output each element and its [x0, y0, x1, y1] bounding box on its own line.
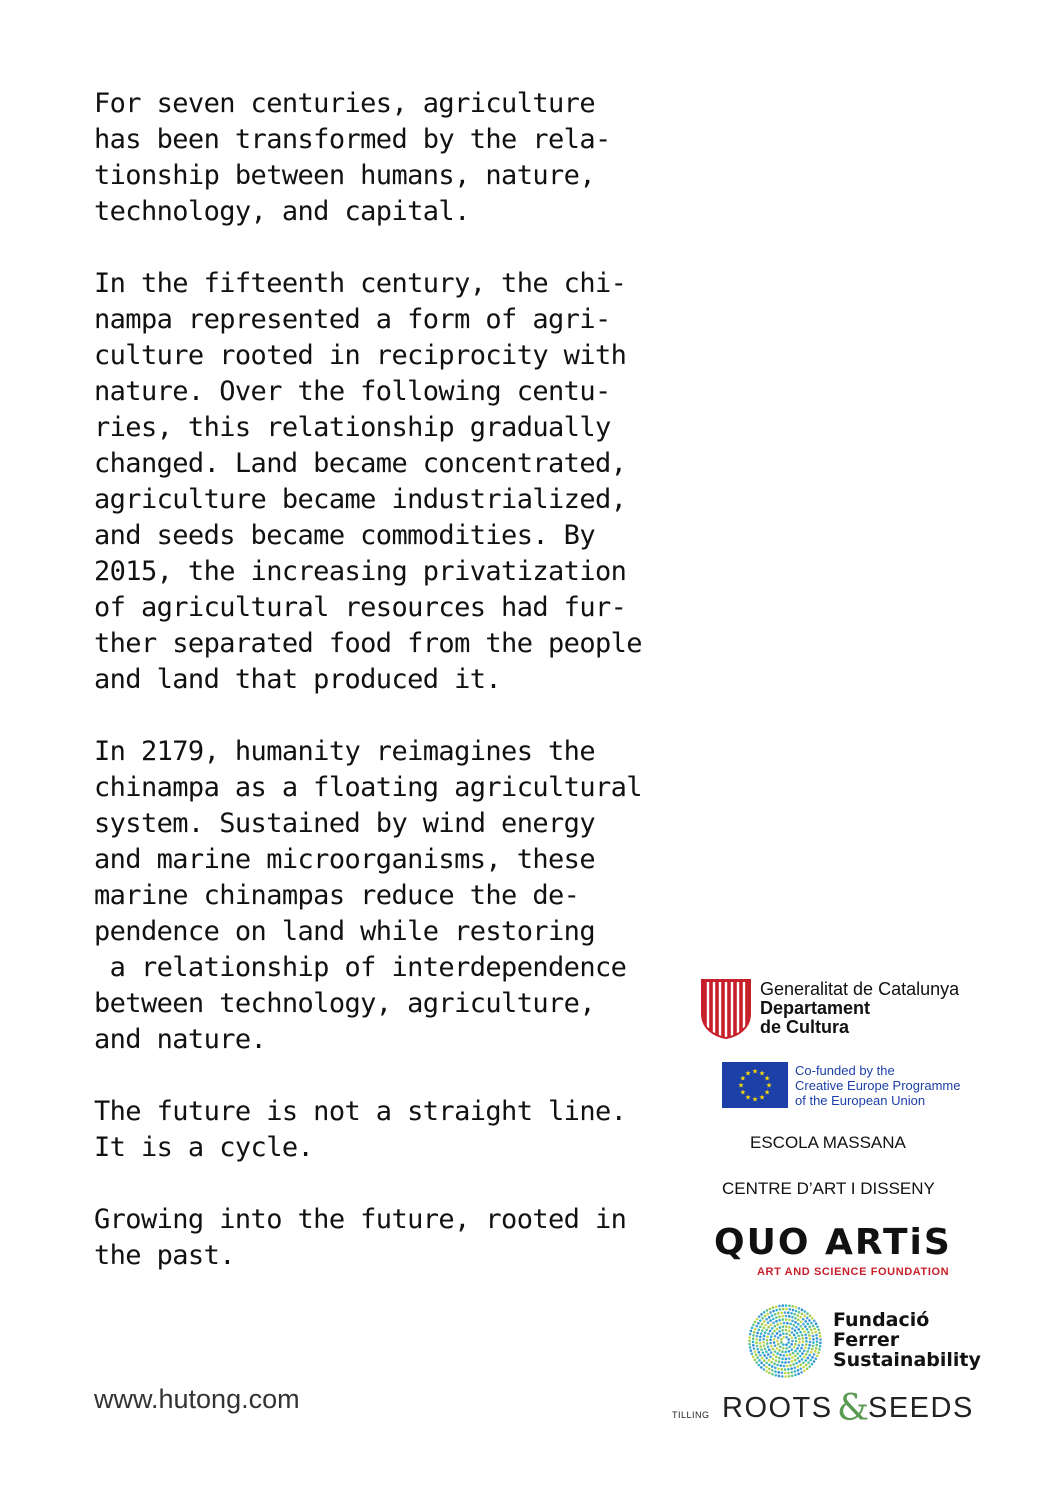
eu-line1: Co-funded by the — [795, 1063, 895, 1078]
text-line: and nature. — [94, 1024, 267, 1055]
tilling-roots-seeds-logo — [672, 1390, 972, 1430]
text-line: technology, and capital. — [94, 196, 470, 227]
paragraph — [94, 266, 654, 698]
text-line: It is a cycle. — [94, 1132, 314, 1163]
ferrer-line1: Fundació — [833, 1309, 930, 1331]
text-line: of agricultural resources had fur- — [94, 592, 627, 623]
text-line: Growing into the future, rooted in — [94, 1204, 627, 1235]
generalitat-text — [760, 980, 959, 1037]
paragraph — [94, 734, 654, 1058]
text-line: agriculture became industrialized, — [94, 484, 627, 515]
svg-text:★: ★ — [751, 1095, 759, 1104]
eu-text — [795, 1063, 960, 1108]
text-line: and land that produced it. — [94, 664, 502, 695]
text-line: marine chinampas reduce the de- — [94, 880, 580, 911]
text-line: changed. Land became concentrated, — [94, 448, 627, 479]
text-line: pendence on land while restoring — [94, 916, 595, 947]
ampersand-icon: & — [837, 1388, 870, 1429]
escola-massana-name: ESCOLA MASSANA — [750, 1133, 906, 1152]
text-line: ries, this relationship gradually — [94, 412, 611, 443]
generalitat-line1: Generalitat de Catalunya — [760, 979, 960, 999]
text-line: ther separated food from the people — [94, 628, 642, 659]
text-line: In the fifteenth century, the chi- — [94, 268, 627, 299]
text-line: In 2179, humanity reimagines the — [94, 736, 595, 767]
eu-creative-europe-logo — [722, 1062, 1002, 1112]
generalitat-logo — [698, 978, 998, 1042]
text-line: and seeds became commodities. By — [94, 520, 595, 551]
svg-text:★: ★ — [763, 1074, 771, 1083]
generalitat-emblem-icon — [698, 978, 754, 1040]
text-line: has been transformed by the rela- — [94, 124, 611, 155]
text-line: system. Sustained by wind energy — [94, 808, 595, 839]
quo-artis-subtitle: ART AND SCIENCE FOUNDATION — [757, 1266, 950, 1278]
tilling-label: TILLING — [672, 1410, 710, 1420]
quo-artis-name: QUO ARTiS — [714, 1222, 952, 1263]
eu-line3: of the European Union — [795, 1093, 926, 1108]
generalitat-line2: Departament — [760, 998, 871, 1018]
text-line: nature. Over the following centu- — [94, 376, 611, 407]
seeds-word: SEEDS — [868, 1392, 974, 1424]
text-line: The future is not a straight line. — [94, 1096, 627, 1127]
text-line: nampa represented a form of agri- — [94, 304, 611, 335]
eu-flag-icon — [722, 1062, 788, 1108]
svg-text:★: ★ — [763, 1088, 771, 1097]
svg-text:★: ★ — [739, 1074, 747, 1083]
eu-line2: Creative Europe Programme — [795, 1078, 961, 1093]
paragraph — [94, 1094, 654, 1166]
text-line: and marine microorganisms, these — [94, 844, 595, 875]
text-line: the past. — [94, 1240, 235, 1271]
ferrer-line2: Ferrer — [833, 1329, 900, 1351]
svg-text:★: ★ — [765, 1081, 773, 1090]
ferrer-line3: Sustainability — [833, 1349, 981, 1371]
escola-massana-subtitle: CENTRE D’ART I DISSENY — [722, 1179, 935, 1198]
text-line: between technology, agriculture, — [94, 988, 595, 1019]
roots-word: ROOTS — [722, 1392, 833, 1424]
svg-text:★: ★ — [739, 1088, 747, 1097]
text-line: culture rooted in reciprocity with — [94, 340, 627, 371]
fundacio-ferrer-text — [833, 1310, 981, 1370]
paragraph — [94, 86, 654, 230]
svg-text:★: ★ — [758, 1093, 766, 1102]
paragraph — [94, 1202, 654, 1274]
svg-text:★: ★ — [744, 1093, 752, 1102]
text-line: chinampa as a floating agricultural — [94, 772, 642, 803]
body-text — [94, 86, 654, 1310]
website-url[interactable]: www.hutong.com — [94, 1384, 300, 1414]
text-line: a relationship of interdependence — [94, 952, 627, 983]
text-line: 2015, the increasing privatization — [94, 556, 627, 587]
svg-text:★: ★ — [737, 1081, 745, 1090]
fundacio-ferrer-logo — [744, 1302, 984, 1380]
text-line: For seven centuries, agriculture — [94, 88, 595, 119]
text-line: tionship between humans, nature, — [94, 160, 595, 191]
svg-text:★: ★ — [744, 1069, 752, 1078]
quo-artis-logo — [714, 1222, 974, 1284]
dot-sphere-icon — [744, 1302, 826, 1380]
svg-text:★: ★ — [751, 1067, 759, 1076]
svg-text:★: ★ — [758, 1069, 766, 1078]
generalitat-line3: de Cultura — [760, 1017, 850, 1037]
